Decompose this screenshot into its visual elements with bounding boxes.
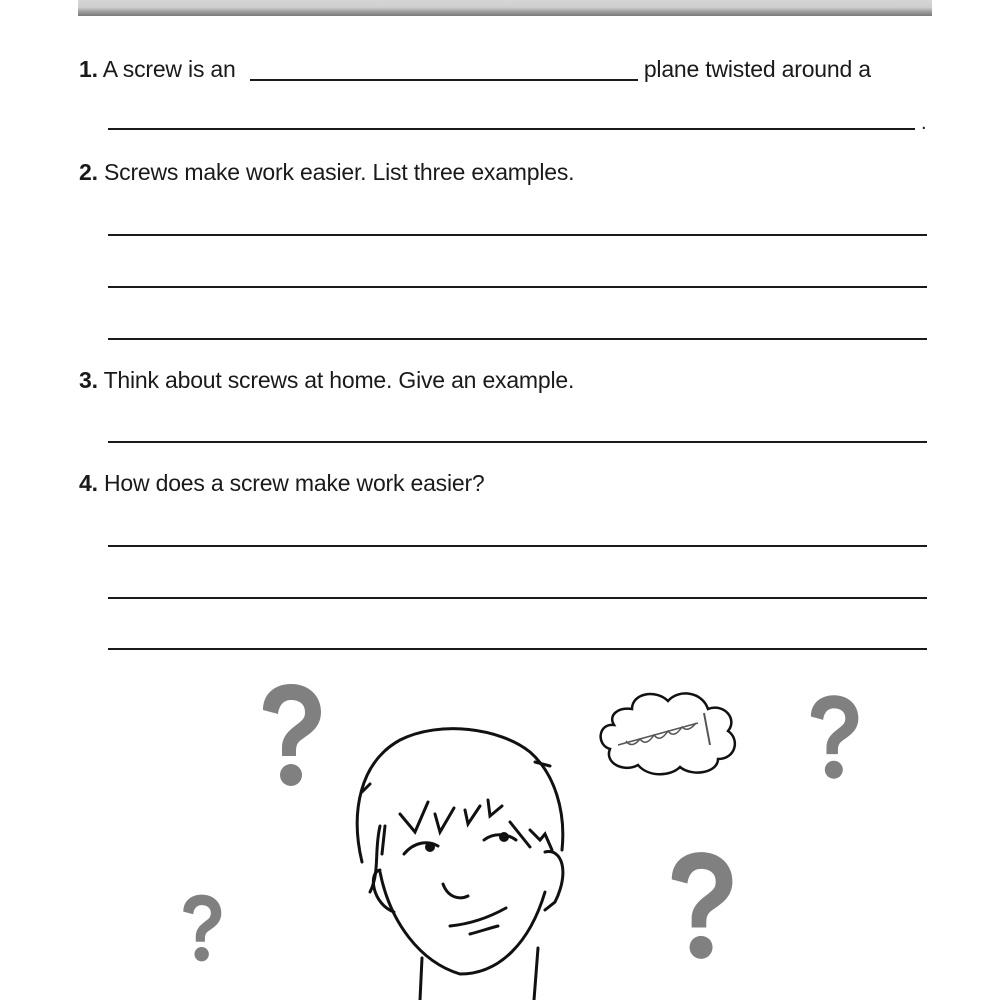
question-number: 1. (79, 56, 98, 82)
thought-bubble-screw-icon (594, 683, 744, 783)
question-text: How does a screw make work easier? (104, 470, 485, 496)
question-mark-icon (660, 848, 740, 963)
question-1 (79, 56, 871, 83)
answer-line-q4-1[interactable] (108, 545, 927, 547)
question-text-before: A screw is an (102, 56, 236, 82)
answer-line-q4-2[interactable] (108, 597, 927, 599)
question-4 (79, 470, 485, 497)
answer-line-q2-2[interactable] (108, 286, 927, 288)
answer-line-q1[interactable] (108, 128, 915, 130)
question-mark-icon (803, 692, 863, 782)
question-number: 3. (79, 367, 98, 393)
question-mark-icon (255, 680, 325, 790)
question-mark-icon (175, 892, 227, 964)
question-number: 2. (79, 159, 98, 185)
answer-line-q2-1[interactable] (108, 234, 927, 236)
answer-line-q2-3[interactable] (108, 338, 927, 340)
question-2 (79, 159, 574, 186)
question-number: 4. (79, 470, 98, 496)
end-punctuation: . (921, 112, 927, 134)
question-text: Think about screws at home. Give an example. (103, 367, 575, 393)
header-bar (78, 0, 932, 16)
question-text: Screws make work easier. List three examples. (104, 159, 575, 185)
boy-illustration (340, 722, 580, 1000)
question-3 (79, 367, 574, 394)
answer-blank-inline[interactable] (250, 79, 638, 81)
answer-line-q4-3[interactable] (108, 648, 927, 650)
question-text-after: plane twisted around a (643, 56, 871, 82)
answer-line-q3[interactable] (108, 441, 927, 443)
